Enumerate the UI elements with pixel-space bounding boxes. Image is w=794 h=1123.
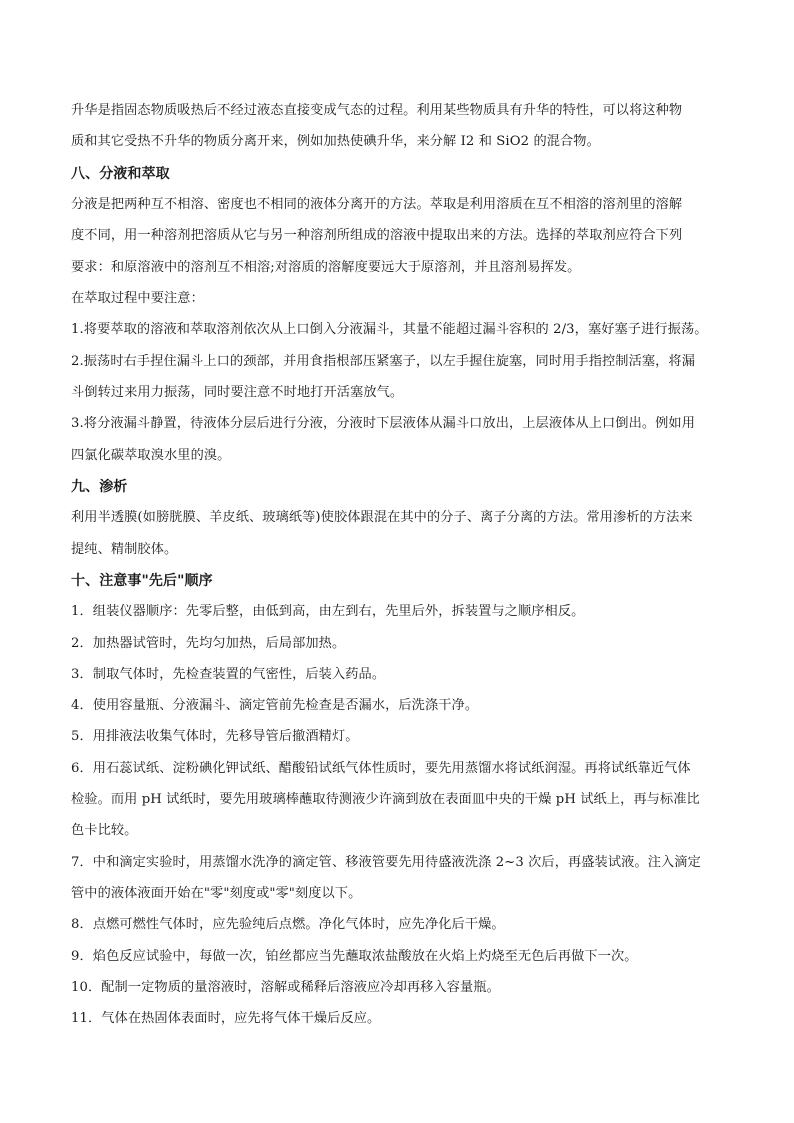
paragraph-line: 质和其它受热不升华的物质分离开来，例如加热使碘升华，来分解 I2 和 SiO2 的混合物。: [71, 134, 600, 149]
paragraph-line: 利用半透膜(如膀胱膜、羊皮纸、玻璃纸等)使胶体跟混在其中的分子、离子分离的方法。常用渗析的方法来: [71, 510, 693, 525]
paragraph-line: 11．气体在热固体表面时，应先将气体干燥后反应。: [71, 1011, 381, 1026]
paragraph-line: 提纯、精制胶体。: [71, 542, 178, 557]
paragraph-line: 8．点燃可燃性气体时，应先验纯后点燃。净化气体时，应先净化后干燥。: [71, 917, 505, 932]
paragraph-line: 斗倒转过来用力振荡，同时要注意不时地打开活塞放气。: [71, 385, 404, 400]
paragraph-line: 在萃取过程中要注意：: [71, 291, 204, 306]
paragraph-line: 5．用排液法收集气体时，先移导管后撤酒精灯。: [71, 729, 359, 744]
paragraph-line: 分液是把两种互不相溶、密度也不相同的液体分离开的方法。萃取是利用溶质在互不相溶的溶剂里的溶解: [71, 197, 683, 212]
paragraph-line: 2.振荡时右手捏住漏斗上口的颈部，并用食指根部压紧塞子，以左手握住旋塞，同时用手指控制活塞，将漏: [71, 354, 696, 369]
paragraph-line: 3.将分液漏斗静置，待液体分层后进行分液，分液时下层液体从漏斗口放出，上层液体从上口倒出。例如用: [71, 416, 696, 431]
paragraph-line: 1.将要萃取的溶液和萃取溶剂依次从上口倒入分液漏斗，其量不能超过漏斗容积的 2/3，塞好塞子进行振荡。: [71, 322, 708, 337]
paragraph-line: 4．使用容量瓶、分液漏斗、滴定管前先检查是否漏水，后洗涤干净。: [71, 698, 479, 713]
paragraph-line: 3．制取气体时，先检查装置的气密性，后装入药品。: [71, 667, 386, 682]
paragraph-line: 1．组装仪器顺序：先零后整，由低到高，由左到右，先里后外，拆装置与之顺序相反。: [71, 604, 585, 619]
paragraph-line: 度不同，用一种溶剂把溶质从它与另一种溶剂所组成的溶液中提取出来的方法。选择的萃取剂应符合下列: [71, 228, 683, 243]
paragraph-line: 9．焰色反应试验中，每做一次，铂丝都应当先蘸取浓盐酸放在火焰上灼烧至无色后再做下一次。: [71, 949, 638, 964]
section-heading: 九、渗析: [71, 479, 128, 495]
paragraph-line: 升华是指固态物质吸热后不经过液态直接变成气态的过程。利用某些物质具有升华的特性，可以将这种物: [71, 103, 683, 118]
section-heading: 十、注意事"先后"顺序: [71, 573, 213, 589]
section-heading: 八、分液和萃取: [71, 166, 170, 182]
paragraph-line: 6．用石蕊试纸、淀粉碘化钾试纸、醋酸铅试纸气体性质时，要先用蒸馏水将试纸润湿。再将试纸靠近气体: [71, 761, 691, 776]
paragraph-line: 检验。而用 pH 试纸时，要先用玻璃棒蘸取待测液少许滴到放在表面皿中央的干燥 pH 试纸上，再与标准比: [71, 792, 700, 807]
paragraph-line: 四氯化碳萃取溴水里的溴。: [71, 448, 231, 463]
paragraph-line: 7．中和滴定实验时，用蒸馏水洗净的滴定管、移液管要先用待盛液洗涤 2~3 次后，再盛装试液。注入滴定: [71, 855, 701, 870]
paragraph-line: 管中的液体液面开始在"零"刻度或"零"刻度以下。: [71, 886, 362, 901]
paragraph-line: 要求：和原溶液中的溶剂互不相溶;对溶质的溶解度要远大于原溶剂，并且溶剂易挥发。: [71, 260, 581, 275]
paragraph-line: 色卡比较。: [71, 823, 138, 838]
paragraph-line: 2．加热器试管时，先均匀加热，后局部加热。: [71, 636, 346, 651]
paragraph-line: 10．配制一定物质的量溶液时，溶解或稀释后溶液应冷却再移入容量瓶。: [71, 980, 500, 995]
